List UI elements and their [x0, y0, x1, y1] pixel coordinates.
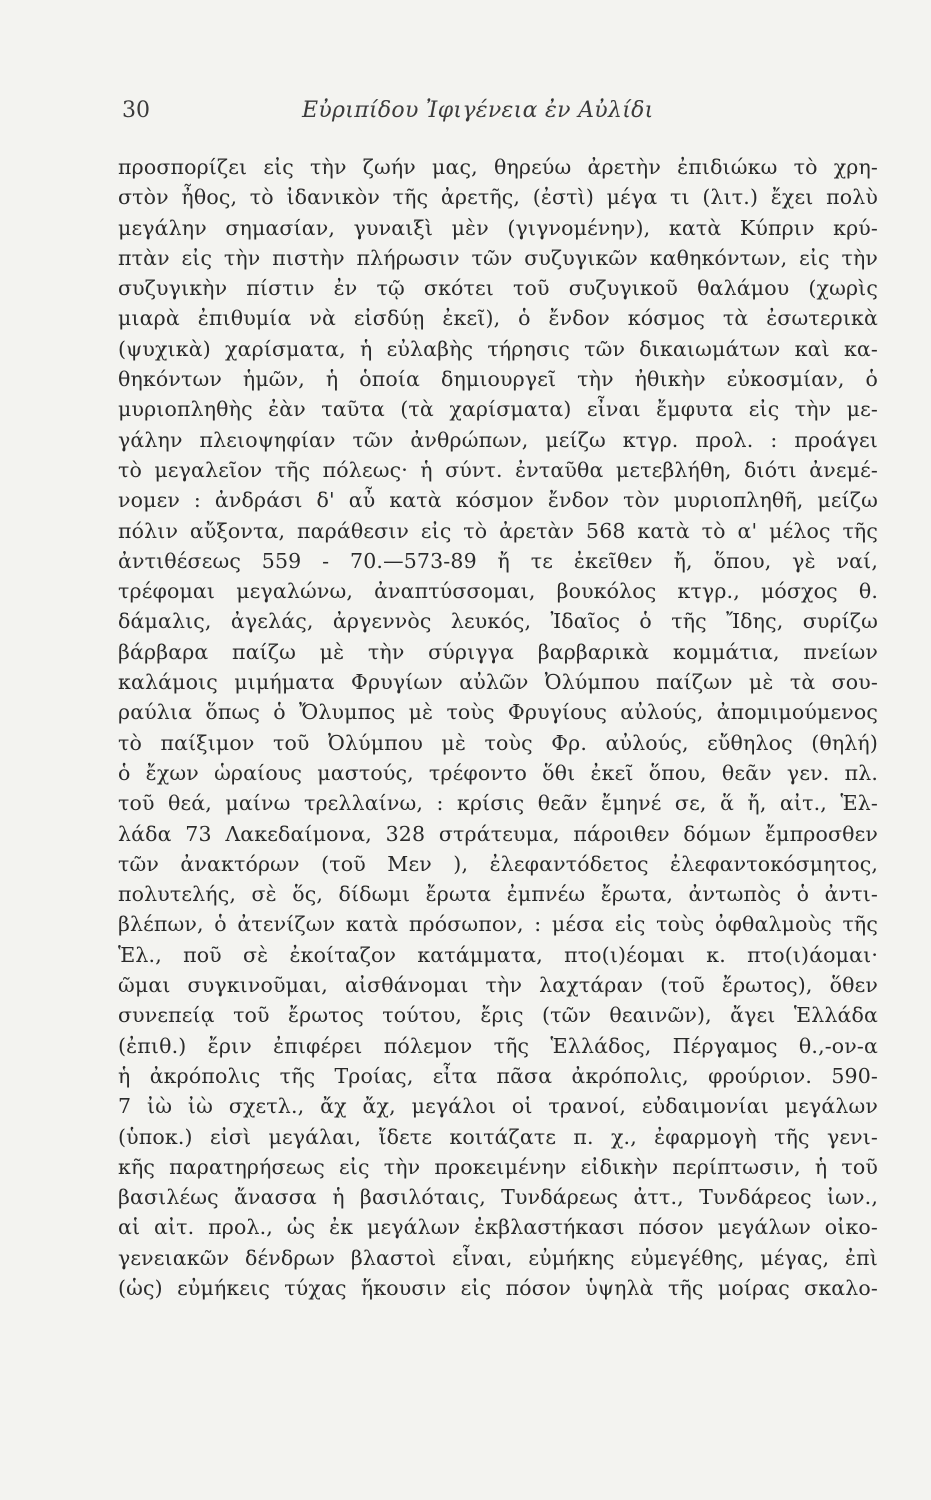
text-line: (ὑποκ.) εἰσὶ μεγάλαι, ἴδετε κοιτάζατε π. χ., ἐφαρμογὴ τῆς γενι-	[118, 1124, 878, 1149]
text-line: τὸ παίξιμον τοῦ Ὀλύμπου μὲ τοὺς Φρ. αὐλούς, εὔθηλος (θηλή)	[118, 730, 878, 755]
text-line: καλάμοις μιμήματα Φρυγίων αὐλῶν Ὀλύμπου παίζων μὲ τὰ σου-	[118, 670, 878, 695]
text-line: συζυγικὴν πίστιν ἐν τῷ σκότει τοῦ συζυγικοῦ θαλάμου (χωρὶς	[118, 276, 878, 301]
text-line: βλέπων, ὁ ἀτενίζων κατὰ πρόσωπον, : μέσα εἰς τοὺς ὀφθαλμοὺς τῆς	[118, 912, 878, 937]
text-line: (ὡς) εὐμήκεις τύχας ἥκουσιν εἰς πόσον ὑψηλὰ τῆς μοίρας σκαλο-	[118, 1275, 878, 1300]
text-line: μεγάλην σημασίαν, γυναιξὶ μὲν (γιγνομένην), κατὰ Κύπριν κρύ-	[118, 215, 878, 240]
text-line: προσπορίζει εἰς τὴν ζωήν μας, θηρεύω ἀρετὴν ἐπιδιώκω τὸ χρη-	[118, 155, 878, 179]
text-line: Ἑλ., ποῦ σὲ ἐκοίταζον κατάμματα, πτο(ι)έομαι κ. πτο(ι)άομαι·	[118, 942, 878, 967]
text-line: βασιλέως ἄνασσα ἡ βασιλόταις, Τυνδάρεως ἀττ., Τυνδάρεος ἰων.,	[118, 1185, 878, 1210]
text-line: ῶμαι συγκινοῦμαι, αἰσθάνομαι τὴν λαχτάραν (τοῦ ἔρωτος), ὅθεν	[118, 973, 878, 998]
text-line: ραύλια ὅπως ὁ Ὄλυμπος μὲ τοὺς Φρυγίους αὐλούς, ἀπομιμούμενος	[118, 700, 878, 725]
text-line: ἀντιθέσεως 559 - 70.—573-89 ἤ τε ἐκεῖθεν ἤ, ὅπου, γὲ ναί,	[118, 548, 878, 573]
text-line: ἡ ἀκρόπολις τῆς Τροίας, εἶτα πᾶσα ἀκρόπολις, φρούριον. 590-	[118, 1063, 878, 1088]
text-line: ὁ ἔχων ὡραίους μαστούς, τρέφοντο ὅθι ἐκεῖ ὅπου, θεᾶν γεν. πλ.	[118, 760, 878, 785]
text-line: πολυτελής, σὲ ὅς, δίδωμι ἔρωτα ἐμπνέω ἔρωτα, ἀντωπὸς ὁ ἀντι-	[118, 882, 878, 907]
text-line: μιαρὰ ἐπιθυμία νὰ εἰσδύῃ ἐκεῖ), ὁ ἔνδον κόσμος τὰ ἐσωτερικὰ	[118, 306, 878, 331]
text-line: στὸν ἦθος, τὸ ἰδανικὸν τῆς ἀρετῆς, (ἐστὶ) μέγα τι (λιτ.) ἔχει πολὺ	[118, 185, 878, 210]
text-line: νομεν : ἀνδράσι δ' αὖ κατὰ κόσμον ἔνδον τὸν μυριοπληθῆ, μείζω	[118, 488, 878, 513]
text-line: γενειακῶν δένδρων βλαστοὶ εἶναι, εὐμήκης εὐμεγέθης, μέγας, ἐπὶ	[118, 1245, 878, 1270]
text-line: λάδα 73 Λακεδαίμονα, 328 στράτευμα, πάροιθεν δόμων ἔμπροσθεν	[118, 821, 878, 846]
text-line: θηκόντων ἡμῶν, ἡ ὁποία δημιουργεῖ τὴν ἠθικὴν εὐκοσμίαν, ὁ	[118, 367, 878, 392]
text-line: αἱ αἰτ. προλ., ὡς ἐκ μεγάλων ἐκβλαστήκασι πόσον μεγάλων οἰκο-	[118, 1215, 878, 1240]
text-line: τοῦ θεά, μαίνω τρελλαίνω, : κρίσις θεᾶν ἔμηνέ σε, ἅ ἤ, αἰτ., Ἑλ-	[118, 791, 878, 816]
text-line: συνεπείᾳ τοῦ ἔρωτος τούτου, ἔρις (τῶν θεαινῶν), ἄγει Ἑλλάδα	[118, 1003, 878, 1028]
running-title: Εὐριπίδου Ἰφιγένεια ἐν Αὐλίδι	[302, 98, 654, 123]
text-line: πτὰν εἰς τὴν πιστὴν πλήρωσιν τῶν συζυγικῶν καθηκόντων, εἰς τὴν	[118, 245, 878, 270]
text-line: (ἐπιθ.) ἔριν ἐπιφέρει πόλεμον τῆς Ἑλλάδος, Πέργαμος θ.,-ον-α	[118, 1033, 878, 1058]
text-line: 7 ἰὼ ἰὼ σχετλ., ἄχ ἄχ, μεγάλοι οἱ τρανοί, εὐδαιμονίαι μεγάλων	[118, 1094, 878, 1119]
commentary-text	[118, 152, 878, 1303]
text-line: μυριοπληθὴς ἐὰν ταῦτα (τὰ χαρίσματα) εἶναι ἔμφυτα εἰς τὴν με-	[118, 397, 878, 422]
text-line: τῶν ἀνακτόρων (τοῦ Μεν ), ἐλεφαντόδετος ἐλεφαντοκόσμητος,	[118, 851, 878, 876]
text-line: τρέφομαι μεγαλώνω, ἀναπτύσσομαι, βουκόλος κτγρ., μόσχος θ.	[118, 579, 878, 604]
text-line: γάλην πλειοψηφίαν τῶν ἀνθρώπων, μείζω κτγρ. προλ. : προάγει	[118, 427, 878, 452]
text-line: τὸ μεγαλεῖον τῆς πόλεως· ἡ σύντ. ἐνταῦθα μετεβλήθη, διότι ἀνεμέ-	[118, 457, 878, 482]
text-line: δάμαλις, ἀγελάς, ἀργεννὸς λευκός, Ἰδαῖος ὁ τῆς Ἴδης, συρίζω	[118, 609, 878, 634]
text-line: κῆς παρατηρήσεως εἰς τὴν προκειμένην εἰδικὴν περίπτωσιν, ἡ τοῦ	[118, 1154, 878, 1179]
text-line: πόλιν αὔξοντα, παράθεσιν εἰς τὸ ἀρετὰν 568 κατὰ τὸ α' μέλος τῆς	[118, 518, 878, 543]
page-number: 30	[122, 98, 150, 123]
text-line: (ψυχικὰ) χαρίσματα, ἡ εὐλαβὴς τήρησις τῶν δικαιωμάτων καὶ κα-	[118, 336, 878, 361]
text-line: βάρβαρα παίζω μὲ τὴν σύριγγα βαρβαρικὰ κομμάτια, πνείων	[118, 639, 878, 664]
